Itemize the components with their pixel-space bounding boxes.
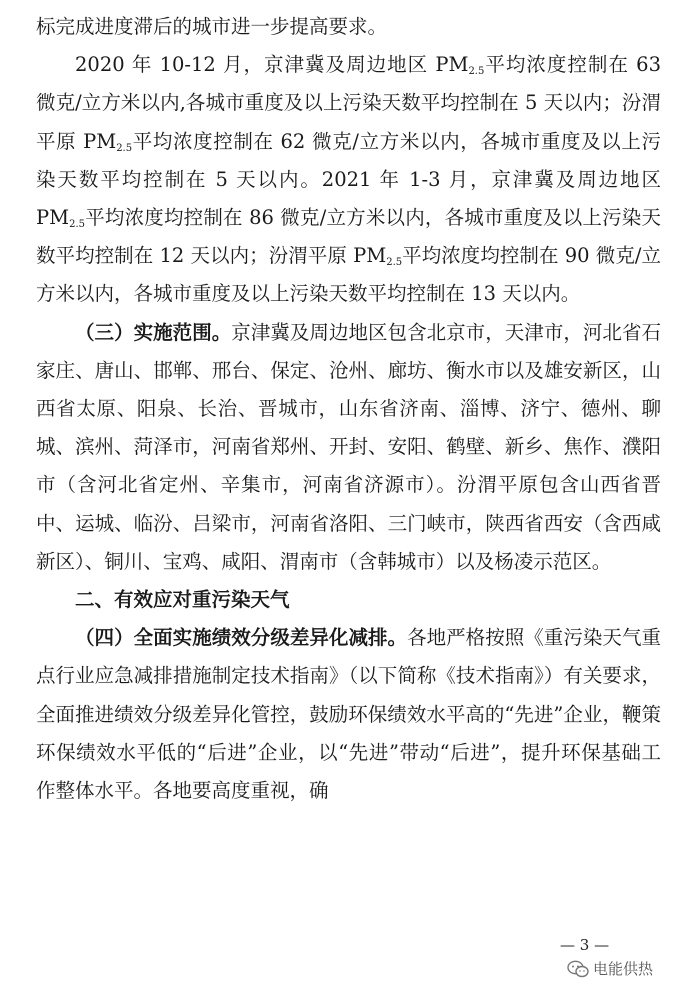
watermark-text: 电能供热 <box>593 960 654 978</box>
paragraph-pm25-targets <box>36 46 661 313</box>
text-segment: 平均浓度控制在 62 微克/立方米以内，各城市重度及以上污染天数平均控制在 5 天以内。2021 年 1-3 月，京津冀及周边地区 PM <box>36 129 661 230</box>
paragraph-performance <box>36 619 661 810</box>
text-segment: 平均浓度均控制在 86 微克/立方米以内，各城市重度及以上污染天数平均控制在 12 天以内；汾渭平原 PM <box>36 206 661 268</box>
section-heading: 二、有效应对重污染天气 <box>75 588 290 612</box>
page-number: — 3 — <box>560 936 610 954</box>
text-segment: 2020 年 10-12 月，京津冀及周边地区 PM <box>75 53 469 77</box>
paragraph-body: 各地严格按照《重污染天气重点行业应急减排措施制定技术指南》（以下简称《技术指南》）有关要求，全面推进绩效分级差异化管控，鼓励环保绩效水平高的“先进”企业，鞭策环保绩效水平低的“后进”企业，以“先进”带动“后进”，提升环保基础工作整体水平。各地要高度重视，确 <box>36 626 661 803</box>
subscript: 2.5 <box>386 257 403 269</box>
paragraph-scope <box>36 314 661 581</box>
wechat-icon <box>567 960 589 978</box>
watermark <box>567 958 653 979</box>
document-body <box>36 8 661 810</box>
subscript: 2.5 <box>116 142 133 154</box>
text-segment: 平均浓度控制在 63 微克/立方米以内,各城市重度及以上污染天数平均控制在 5 天以内；汾渭平原 PM <box>36 53 661 153</box>
paragraph-body: 京津冀及周边地区包含北京市，天津市，河北省石家庄、唐山、邯郸、邢台、保定、沧州、廊坊、衡水市以及雄安新区，山西省太原、阳泉、长治、晋城市，山东省济南、淄博、济宁、德州、聊城、滨州、菏泽市，河南省郑州、开封、安阳、鹤壁、新乡、焦作、濮阳市（含河北省定州、辛集市，河南省济源市）。汾渭平原包含山西省晋中、运城、临汾、吕梁市，河南省洛阳、三门峡市，陕西省西安（含西咸新区）、铜川、宝鸡、咸阳、渭南市（含韩城市）以及杨凌示范区。 <box>36 320 661 573</box>
subscript: 2.5 <box>69 219 85 231</box>
section-lead: （三）实施范围。 <box>75 320 232 344</box>
section-lead: （四）全面实施绩效分级差异化减排。 <box>75 626 408 650</box>
paragraph-continuation: 标完成进度滞后的城市进一步提高要求。 <box>36 15 388 38</box>
text-segment: 平均浓度均控制在 90 微克/立方米以内，各城市重度及以上污染天数平均控制在 13 天以内。 <box>36 244 661 306</box>
subscript: 2.5 <box>468 66 485 78</box>
